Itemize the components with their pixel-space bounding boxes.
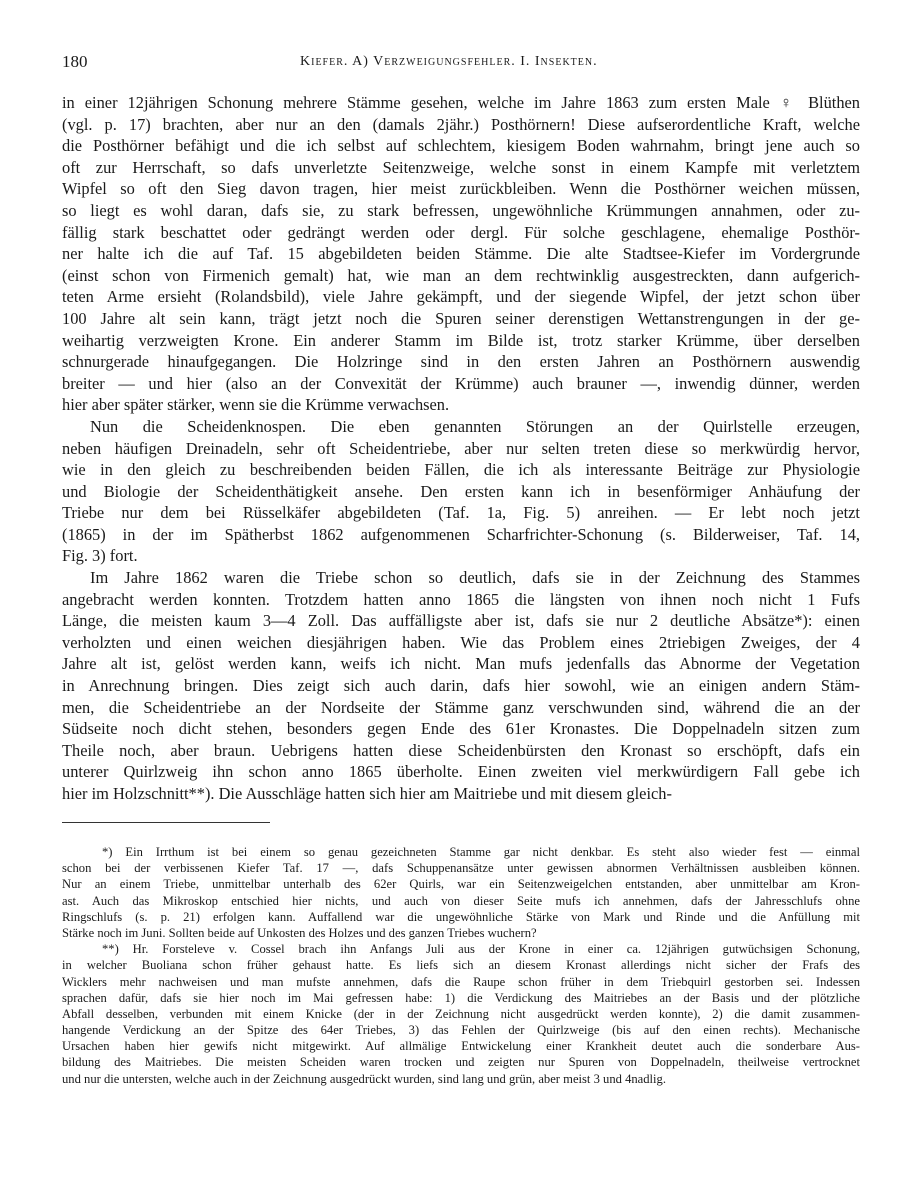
- footnote-rule: [62, 822, 270, 823]
- body-line: (1865) in der im Spätherbst 1862 aufgenommenen Scharfrichter-Schonung (s. Bilderweiser, Taf. 14,: [62, 524, 860, 544]
- body-line: ner halte ich die auf Taf. 15 abgebildeten beiden Stämme. Die alte Stadtsee-Kiefer im Vordergrunde: [62, 244, 860, 264]
- body-line: Fig. 3) fort.: [62, 546, 138, 566]
- running-head: Kiefer. A) Verzweigungsfehler. I. Insekten.: [300, 54, 598, 69]
- body-line: angebracht werden konnten. Trotzdem hatten anno 1865 die längsten von ihnen noch nicht 1 Fufs: [62, 589, 860, 609]
- body-line: in einer 12jährigen Schonung mehrere Stämme gesehen, welche im Jahre 1863 zum ersten Male ♀ Blüthen: [62, 93, 860, 112]
- footnotes: [62, 844, 860, 1087]
- body-line: Jahre alt ist, gelöst werden kann, weifs ich nicht. Man mufs jedenfalls das Abnorme der Vegetation: [62, 654, 860, 674]
- footnote-line: und nur die untersten, welche auch in der Zeichnung ausgedrückt wurden, sind lang und grün, aber meist 3 und 4nadlig.: [62, 1071, 666, 1086]
- body-line: in Anrechnung bringen. Dies zeigt sich auch darin, dafs hier sowohl, wie an einigen andern Stäm-: [62, 676, 860, 696]
- body-line: fällig stark beschattet oder gedrängt werden oder dergl. Für solche geschlagene, ehemalige Posthör-: [62, 222, 860, 242]
- body-line: hier aber später stärker, wenn sie die Krümme verwachsen.: [62, 395, 450, 415]
- footnote-line: Wicklers mehr nachweisen und man mufste annehmen, dafs die Raupe schon früher in dem Triebquirl gestorben sei. Indessen: [62, 974, 860, 989]
- body-line: wie in den gleich zu beschreibenden beiden Fällen, die ich als interessante Beiträge zur Physiologie: [62, 460, 860, 480]
- page-header: [62, 52, 852, 76]
- body-line: die Posthörner befähigt und die ich selbst auf schlechtem, kiesigem Boden wahrnahm, bringt jene auch so: [62, 136, 860, 156]
- footnote-line: schon bei der verbissenen Kiefer Taf. 17 —, dafs Schuppenansätze unter gewissen abnormen Verhältnissen ausbleiben können.: [62, 861, 860, 876]
- footnote-line: Ursachen haben hier gewifs nicht mitgewirkt. Auf allmälige Entwickelung einer Krankheit deutet auch die sonderbare Aus-: [62, 1039, 860, 1054]
- body-line: Nun die Scheidenknospen. Die eben genannten Störungen an der Quirlstelle erzeugen,: [90, 416, 860, 436]
- body-line: verholzten und einen weichen diesjährigen haben. Wie das Problem eines 2triebigen Zweiges, der 4: [62, 632, 860, 652]
- body-line: neben häufigen Dreinadeln, sehr oft Scheidentriebe, aber nur selten treten diese so merkwürdig hervor,: [62, 438, 860, 458]
- body-line: so liegt es wohl daran, dafs sie, zu stark befressen, ungewöhnliche Krümmungen annahmen, oder zu-: [62, 200, 860, 220]
- body-line: Südseite noch dicht stehen, besonders gegen Ende des 61er Kronastes. Die Doppelnadeln sitzen zum: [62, 719, 860, 739]
- footnote-line: Abfall desselben, verbunden mit einem Knicke (der in der Zeichnung nicht ausgedrückt werden konnte), 2) die damit zusammen-: [62, 1006, 860, 1021]
- footnote-line: Stärke noch im Juni. Sollten beide auf Unkosten des Holzes und des ganzen Triebes wuchern?: [62, 925, 537, 940]
- body-line: hier im Holzschnitt**). Die Ausschläge hatten sich hier am Maitriebe und mit diesem gleich-: [62, 784, 672, 803]
- body-line: teten Arme ersieht (Rolandsbild), viele Jahre gekämpft, und der siegende Wipfel, der jetzt schon über: [62, 287, 860, 307]
- footnote-line: in welcher Buoliana schon früher gehaust hatte. Es liefs sich an diesem Kronast allerdings nicht sicher der Frafs des: [62, 958, 860, 973]
- footnote-line: sprachen dafür, dafs sie hier noch im Mai gefressen habe: 1) die Verdickung des Maitriebes an der Basis und der plötzliche: [62, 990, 860, 1005]
- body-line: und Biologie der Scheidenthätigkeit ansehe. Den ersten kann ich in besenförmiger Anhäufung der: [62, 481, 860, 501]
- body-line: Triebe nur dem bei Rüsselkäfer abgebildeten (Taf. 1a, Fig. 5) anreihen. — Er lebt noch jetzt: [62, 503, 860, 523]
- body-line: Theile noch, aber braun. Uebrigens hatten diese Scheidenbürsten den Kronast so erschöpft, dafs ein: [62, 740, 860, 760]
- body-line: Länge, die meisten kaum 3—4 Zoll. Das auffälligste aber ist, dafs sie nur 2 deutliche Absätze*): einen: [62, 611, 860, 631]
- body-line: oft zur Herrschaft, so dafs unverletzte Seitenzweige, welche sonst in einem Kampfe mit verletztem: [62, 157, 860, 177]
- body-line: (einst schon von Firmenich gemalt) hat, wie man an dem rechtwinklig ausgestreckten, dann aufgerich-: [62, 265, 860, 285]
- body-line: 100 Jahre alt sein kann, trägt jetzt noch die Spuren seiner derenstigen Wettanstrengungen in der ge-: [62, 308, 860, 328]
- footnote-line: Ringschlufs (s. p. 21) erfolgen kann. Auffallend war die ungewöhnliche Stärke von Mark und Rinde und die Anfüllung mit: [62, 909, 860, 924]
- footnote-line: bildung des Maitriebes. Die meisten Scheiden waren trocken und zeigten nur Spuren von Doppelnadeln, theilweise vertrocknet: [62, 1055, 860, 1070]
- body-line: breiter — und hier (also an der Convexität der Krümme) auch brauner —, inwendig dünner, werden: [62, 373, 860, 393]
- page-number: 180: [62, 52, 88, 71]
- footnote-line: *) Ein Irrthum ist bei einem so genau gezeichneten Stamme gar nicht denkbar. Es steht also wieder fest — einmal: [102, 845, 860, 859]
- body-line: schnurgerade hinaufgegangen. Die Holzringe sind in den ersten Jahren an Posthörnern auswendig: [62, 352, 860, 372]
- body-line: weihartig verzweigten Krone. Ein anderer Stamm im Bilde ist, trotz starker Krümme, über derselben: [62, 330, 860, 350]
- body-line: unterer Quirlzweig ihn schon anno 1865 überholte. Einen zweiten viel merkwürdigern Fall gebe ich: [62, 762, 860, 782]
- footnote-line: **) Hr. Forsteleve v. Cossel brach ihn Anfangs Juli aus der Krone in einer ca. 12jährigen gutwüchsigen Schonung,: [102, 942, 860, 957]
- footnote-line: ast. Auch das Mikroskop entschied hier nichts, und auch von dieser Seite mufs ich annehmen, dafs der Jahresschlufs ohne: [62, 893, 860, 908]
- body-line: Im Jahre 1862 waren die Triebe schon so deutlich, dafs sie in der Zeichnung des Stammes: [90, 568, 860, 588]
- body-line: Wipfel so oft den Sieg davon tragen, hier meist zurückbleiben. Wenn die Posthörner weichen müssen,: [62, 179, 860, 199]
- footnote-line: hangende Verdickung an der Spitze des 64er Triebes, 3) das Fehlen der Quirlzweige (bis auf den einen rechts). Mechanische: [62, 1023, 860, 1038]
- body-line: men, die Scheidentriebe an der Nordseite der Stämme ganz verschwunden sind, während die an der: [62, 697, 860, 717]
- body-line: (vgl. p. 17) brachten, aber nur an den (damals 2jähr.) Posthörnern! Diese aufserordentliche Kraft, welche: [62, 114, 860, 134]
- body-text: [62, 92, 860, 805]
- footnote-line: Nur an einem Triebe, unmittelbar unterhalb des 62er Quirls, war ein Seitenzweigelchen entstanden, aber unmittelbar am Kron-: [62, 877, 860, 892]
